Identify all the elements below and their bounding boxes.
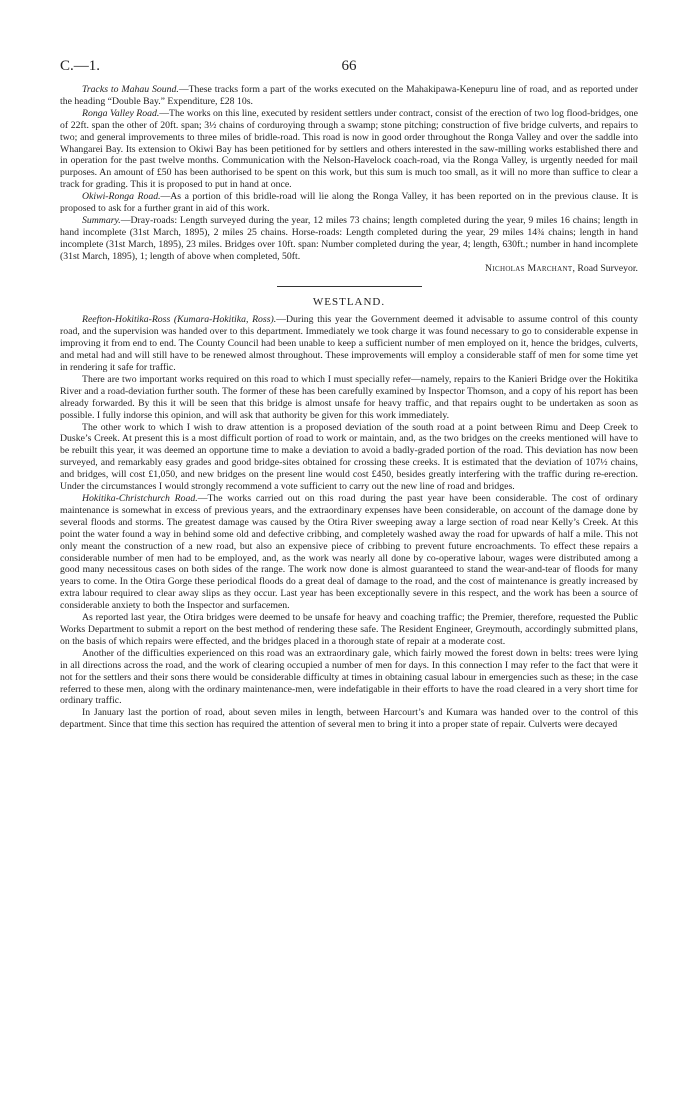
page-number: 66 (341, 58, 357, 74)
paragraph-text: —The works carried out on this road during the past year have been considerable. The cost of ordinary maintenance is somewhat in excess of previous years, and the extraordinary expenses have been considerable, on account of the damage done by several floods and storms. The greatest damage was caused by the Otira River sweeping away a large section of road near Kelly’s Creek. At this point the water found a way in behind some old and defective cribbing, and completely washed away the road for upwards of half a mile. This not only meant the construction of a new road, but also an expensive piece of cribbing to prevent future encroachments. To effect these repairs a considerable number of men had to be employed, and, as the work was nearly all done by co-operative labour, wages were distributed among a good many necessitous cases on both sides of the range. The work now done is almost guaranteed to stand the wear-and-tear of floods for many years to come. In the Otira Gorge these periodical floods do a great deal of damage to the road, and the cost of maintenance is greatly increased by extra labour required to clear away slips as they occur. Last year has been exceptionally severe in this respect, and the work has been a source of considerable anxiety to both the Inspector and surfacemen. (60, 493, 638, 612)
document-body (60, 84, 638, 731)
paragraph-okiwi-ronga (60, 191, 638, 215)
signature-name: Nicholas Marchant (485, 262, 573, 274)
paragraph-heading: Summary. (82, 214, 121, 226)
paragraph-hokitika-christchurch (60, 493, 638, 612)
paragraph-text: —Dray-roads: Length surveyed during the year, 12 miles 73 chains; length completed during the year, 9 miles 16 chains; length in hand incomplete (31st March, 1895), 2 miles 25 chains. Horse-roads: Length completed during the year, 29 miles 14¾ chains; length in hand incomplete (31st March, 1895), 23 miles. Bridges over 10ft. span: Number completed during the year, 4; length, 630ft.; number in hand incomplete (31st March, 1895), 1; length of above when completed, 50ft. (60, 214, 638, 262)
paragraph-heading: Reefton-Hokitika-Ross (Kumara-Hokitika, Ross). (82, 314, 277, 326)
paragraph-text: —The works on this line, executed by resident settlers under contract, consist of the erection of two log flood-bridges, one of 22ft. span the other of 20ft. span; 3½ chains of corduroying through a swamp; stone pitching; construction of five bridge culverts, and repairs to two; and general improvements to three miles of bridle-road. This road is now in good order throughout the Ronga Valley and over the saddle into Whangarei Bay. Its extension to Okiwi Bay has been petitioned for by settlers and others interested in the saw-milling works established there and in operation for the past twelve months. Communication with the Nelson-Havelock coach-road, via the Ronga Valley, is urgently needed for mail purposes. An amount of £50 has been authorised to be spent on this work, but this sum is much too small, as it will no more than suffice to clear a track for grading. This it is proposed to put in hand at once. (60, 107, 639, 191)
paragraph-text: —During this year the Government deemed it advisable to assume control of this county road, and the supervision was handed over to this department. Immediately we took charge it was found necessary to go to considerable expense in improving it from end to end. The County Council had been unable to keep a sufficient number of men employed on it, hence the bridges, culverts, and metal had and will still have to be renewed almost throughout. These improvements will employ a considerable staff of men for some time yet in rendering it safe for traffic. (60, 314, 638, 374)
paragraph-harcourts-kumara: In January last the portion of road, about seven miles in length, between Harcourt’s and Kumara was handed over to the control of this department. Since that time this section has required the attention of several men to bring it into a proper state of repair. Culverts were decayed (60, 707, 638, 731)
document-page (60, 58, 638, 731)
page-header (60, 58, 638, 84)
signature-title: , Road Surveyor. (572, 262, 638, 274)
section-divider (277, 286, 422, 287)
paragraph-mahau-sound (60, 84, 638, 108)
paragraph-heading: Hokitika-Christchurch Road. (82, 493, 198, 504)
paragraph-ronga-valley (60, 108, 638, 191)
paragraph-text: —As a portion of this bridle-road will lie along the Ronga Valley, it has been reported on in the previous clause. It is proposed to ask for a further grant in aid of this work. (60, 191, 638, 215)
paragraph-reefton-hokitika-ross (60, 314, 638, 374)
section-title: WESTLAND. (312, 295, 386, 308)
paragraph-heading: Tracks to Mahau Sound. (82, 84, 179, 95)
paragraph-summary (60, 215, 638, 263)
paragraph-heading: Ronga Valley Road. (82, 107, 160, 119)
paragraph-gale: Another of the difficulties experienced on this road was an extraordinary gale, which fairly mowed the forest down in belts: trees were lying in all directions across the road, and the work of clearing occupied a number of men for days. In this connection I may refer to the fact that were it not for the settlers and their sons there would be considerable difficulty at times in obtaining casual labour in emergencies such as these; in the case referred to these men, along with the ordinary maintenance-men, were indefatigable in their efforts to have the road cleared in a very short time for ordinary traffic. (60, 647, 638, 707)
paragraph-otira-bridges: As reported last year, the Otira bridges were deemed to be unsafe for heavy and coaching traffic; the Premier, therefore, requested the Public Works Department to submit a report on the best method of rendering these safe. The Resident Engineer, Greymouth, accordingly submitted plans, on the basis of which repairs were effected, and the bridges placed in a thorough state of repair at a moderate cost. (60, 612, 638, 647)
paragraph-text: —These tracks form a part of the works executed on the Mahakipawa-Kenepuru line of road, and as reported under the heading “Double Bay.” Expenditure, £28 10s. (60, 84, 638, 107)
signature (60, 263, 638, 275)
paragraph-road-deviation: The other work to which I wish to draw attention is a proposed deviation of the south road at a point between Rimu and Deep Creek to Duske’s Creek. At present this is a most difficult portion of road to work or maintain, and, as the two bridges on the creeks mentioned will have to be rebuilt this year, it was deemed an opportune time to make a deviation to avoid a badly-graded portion of the road. This deviation has now been surveyed, and remarkably easy grades and good bridge-sites obtained for crossing these creeks. It is estimated that the deviation of 107½ chains, and bridges, will cost £1,050, and new bridges on the present line would cost £450, besides greatly interfering with the traffic during re-erection. Under the circumstances I would strongly recommend a vote sufficient to carry out the new line of road and bridges. (60, 421, 638, 493)
paragraph-heading: Okiwi-Ronga Road. (82, 191, 161, 203)
document-code: C.—1. (60, 58, 101, 74)
paragraph-kanieri-bridge: There are two important works required on this road to which I must specially refer—namely, repairs to the Kanieri Bridge over the Hokitika River and a road-deviation further south. The former of these has been carefully examined by Inspector Thomson, and a copy of his report has been already forwarded. By this it will be seen that this bridge is almost unsafe for heavy traffic, and that repairs ought to be undertaken as soon as possible. I fully indorse this opinion, and will ask that authority be given for this work immediately. (60, 373, 638, 421)
